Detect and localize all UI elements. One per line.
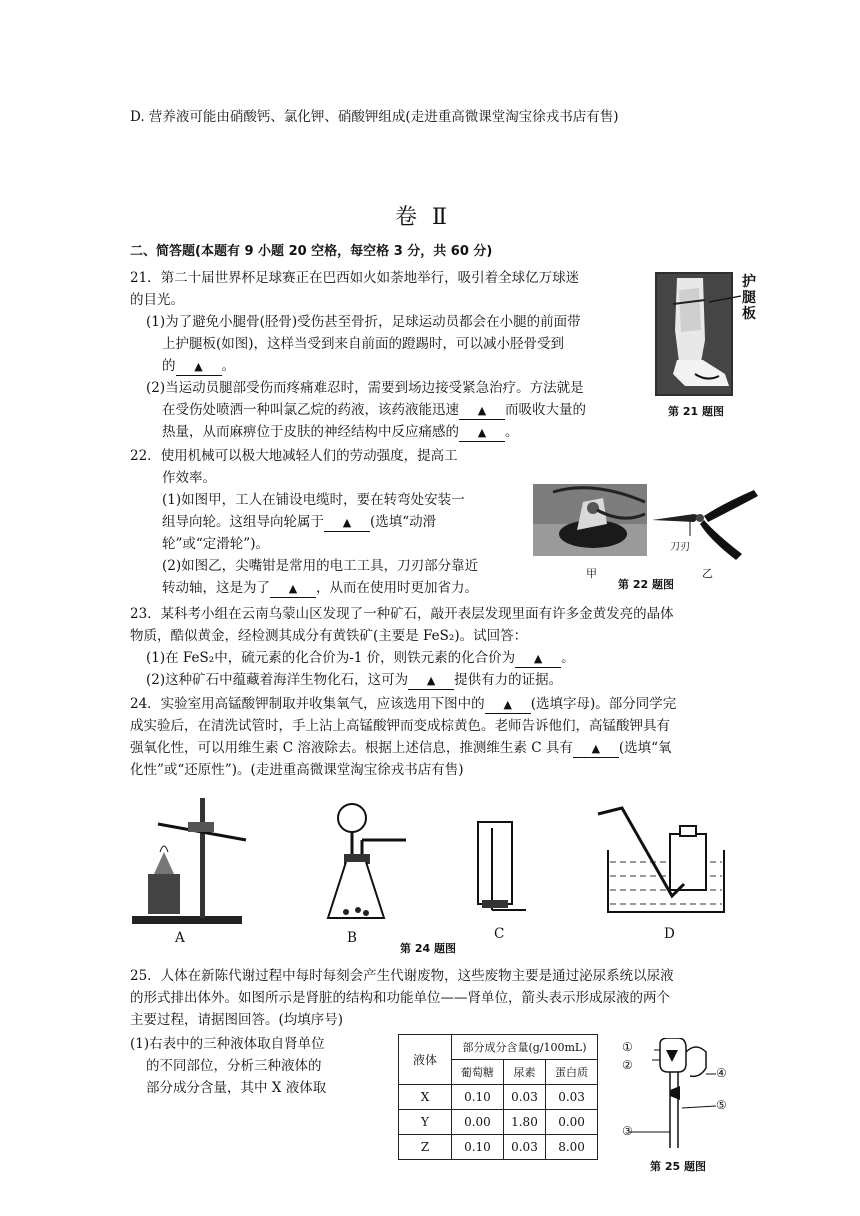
answer-blank[interactable]: ▲ [324, 515, 370, 532]
q22-line-1: 22．使用机械可以极大地减轻人们的劳动强度，提高工 [130, 448, 458, 464]
table-row [399, 1110, 598, 1135]
apparatus-b [322, 800, 412, 928]
fig25-caption: 第 25 题图 [650, 1160, 706, 1173]
table-cell: Y [399, 1110, 452, 1135]
table-cell: 8.00 [546, 1135, 598, 1160]
q22-line-2: 作效率。 [162, 470, 216, 486]
q21-line-4: 上护腿板(如图)，这样当受到来自前面的蹬踢时，可以减小胫骨受到 [162, 336, 565, 352]
apparatus-label-c: C [494, 926, 505, 942]
table-cell: 0.00 [546, 1110, 598, 1135]
label-blade: 刀刃 [670, 542, 690, 553]
fig21-caption: 第 21 题图 [668, 405, 724, 418]
q22-line-7: 转动轴，这是为了 ▲ ，从而在使用时更加省力。 [162, 580, 478, 596]
q23-line-4: (2)这种矿石中蕴藏着海洋生物化石，这可为 ▲ 提供有力的证据。 [146, 672, 563, 688]
table-cell: 0.10 [452, 1135, 504, 1160]
table-cell: 0.10 [452, 1085, 504, 1110]
q23-line-3: (1)在 FeS₂中，硫元素的化合价为-1 价，则铁元素的化合价为 ▲ 。 [146, 650, 575, 666]
apparatus-d [592, 800, 732, 920]
q25-line-3: 主要过程，请据图回答。(均填序号) [130, 1012, 344, 1028]
table-cell: 0.00 [452, 1110, 504, 1135]
apparatus-a [128, 790, 258, 928]
fig22-caption: 第 22 题图 [618, 578, 674, 591]
table-row [399, 1085, 598, 1110]
q25-line-6: 部分成分含量，其中 X 液体取 [146, 1080, 327, 1096]
table-subheader: 尿素 [503, 1060, 545, 1085]
fig24-caption: 第 24 题图 [400, 942, 456, 955]
shin-guard-label: 护腿板 [742, 274, 756, 322]
table-cell: 1.80 [503, 1110, 545, 1135]
nephron-diagram [620, 1038, 740, 1156]
table-subheader: 蛋白质 [546, 1060, 598, 1085]
section-title: 卷 Ⅱ [395, 205, 451, 230]
table-subheader: 葡萄糖 [452, 1060, 504, 1085]
answer-blank[interactable]: ▲ [485, 697, 531, 714]
apparatus-label-a: A [175, 930, 185, 946]
q21-line-6: (2)当运动员腿部受伤而疼痛难忍时，需要到场边接受紧急治疗。方法就是 [146, 380, 584, 396]
apparatus-c [466, 818, 536, 918]
q21-line-7: 在受伤处喷洒一种叫氯乙烷的药液，该药液能迅速 ▲ 而吸收大量的 [162, 402, 586, 418]
q21-line-3: (1)为了避免小腿骨(胫骨)受伤甚至骨折，足球运动员都会在小腿的前面带 [146, 314, 581, 330]
q25-line-4: (1)右表中的三种液体取自肾单位 [130, 1036, 325, 1052]
table-header-group: 部分成分含量(g/100mL) [452, 1035, 598, 1060]
answer-blank[interactable]: ▲ [573, 741, 619, 758]
marker-4: ④ [716, 1066, 727, 1080]
answer-blank[interactable]: ▲ [515, 651, 561, 668]
q22-line-6: (2)如图乙，尖嘴钳是常用的电工工具，刀刃部分靠近 [162, 558, 479, 574]
marker-2: ② [622, 1058, 633, 1072]
answer-blank[interactable]: ▲ [459, 425, 505, 442]
table-header-liquid: 液体 [399, 1035, 452, 1085]
q24-line-4: 化性”或“还原性”)。(走进重高微课堂淘宝徐戎书店有售) [130, 762, 464, 778]
q24-line-3: 强氧化性，可以用维生素 C 溶液除去。根据上述信息，推测维生素 C 具有 ▲ (选填“氧 [130, 740, 672, 756]
cable-pulley-photo [533, 484, 647, 556]
pliers-drawing [650, 486, 760, 562]
q21-line-2: 的目光。 [130, 292, 184, 308]
q23-line-2: 物质，酷似黄金，经检测其成分有黄铁矿(主要是 FeS₂)。试回答： [130, 628, 528, 644]
marker-5: ⑤ [716, 1098, 727, 1112]
table-cell: 0.03 [503, 1085, 545, 1110]
q21-line-1: 21．第二十届世界杯足球赛正在巴西如火如荼地举行，吸引着全球亿万球迷 [130, 270, 580, 286]
q21-line-8: 热量，从而麻痹位于皮肤的神经结构中反应痛感的 ▲ 。 [162, 424, 519, 440]
q25-line-2: 的形式排出体外。如图所示是肾脏的结构和功能单位——肾单位，箭头表示形成尿液的两个 [130, 990, 670, 1006]
answer-blank[interactable]: ▲ [270, 581, 316, 598]
answer-blank[interactable]: ▲ [459, 403, 505, 420]
answer-blank[interactable]: ▲ [408, 673, 454, 690]
q21-line-5: 的 ▲ 。 [162, 358, 235, 374]
q24-line-1: 24．实验室用高锰酸钾制取并收集氧气，应该选用下图中的 ▲ (选填字母)。部分同学完 [130, 696, 677, 712]
label-jia: 甲 [586, 567, 597, 580]
q22-line-4: 组导向轮。这组导向轮属于 ▲ (选填“动滑 [162, 514, 437, 530]
q23-line-1: 23．某科考小组在云南乌蒙山区发现了一种矿石，敲开表层发现里面有许多金黄发亮的晶体 [130, 606, 674, 622]
section-heading: 二、简答题(本题有 9 小题 20 空格，每空格 3 分，共 60 分) [130, 244, 493, 259]
table-cell: 0.03 [503, 1135, 545, 1160]
composition-table [398, 1034, 598, 1160]
table-row [399, 1135, 598, 1160]
table-cell: 0.03 [546, 1085, 598, 1110]
q25-line-1: 25．人体在新陈代谢过程中每时每刻会产生代谢废物，这些废物主要是通过泌尿系统以尿液 [130, 968, 674, 984]
option-d: D. 营养液可能由硝酸钙、氯化钾、硝酸钾组成(走进重高微课堂淘宝徐戎书店有售) [130, 109, 619, 125]
answer-blank[interactable]: ▲ [176, 359, 222, 376]
apparatus-label-b: B [347, 930, 357, 946]
table-cell: Z [399, 1135, 452, 1160]
marker-3: ③ [622, 1124, 633, 1138]
q22-line-5: 轮”或“定滑轮”)。 [162, 536, 269, 552]
q22-line-3: (1)如图甲，工人在铺设电缆时，要在转弯处安装一 [162, 492, 465, 508]
apparatus-label-d: D [664, 926, 675, 942]
table-cell: X [399, 1085, 452, 1110]
label-yi: 乙 [702, 567, 713, 580]
q24-line-2: 成实验后，在清洗试管时，手上沾上高锰酸钾而变成棕黄色。老师告诉他们，高锰酸钾具有 [130, 718, 670, 734]
marker-1: ① [622, 1040, 633, 1054]
q25-line-5: 的不同部位，分析三种液体的 [146, 1058, 322, 1074]
